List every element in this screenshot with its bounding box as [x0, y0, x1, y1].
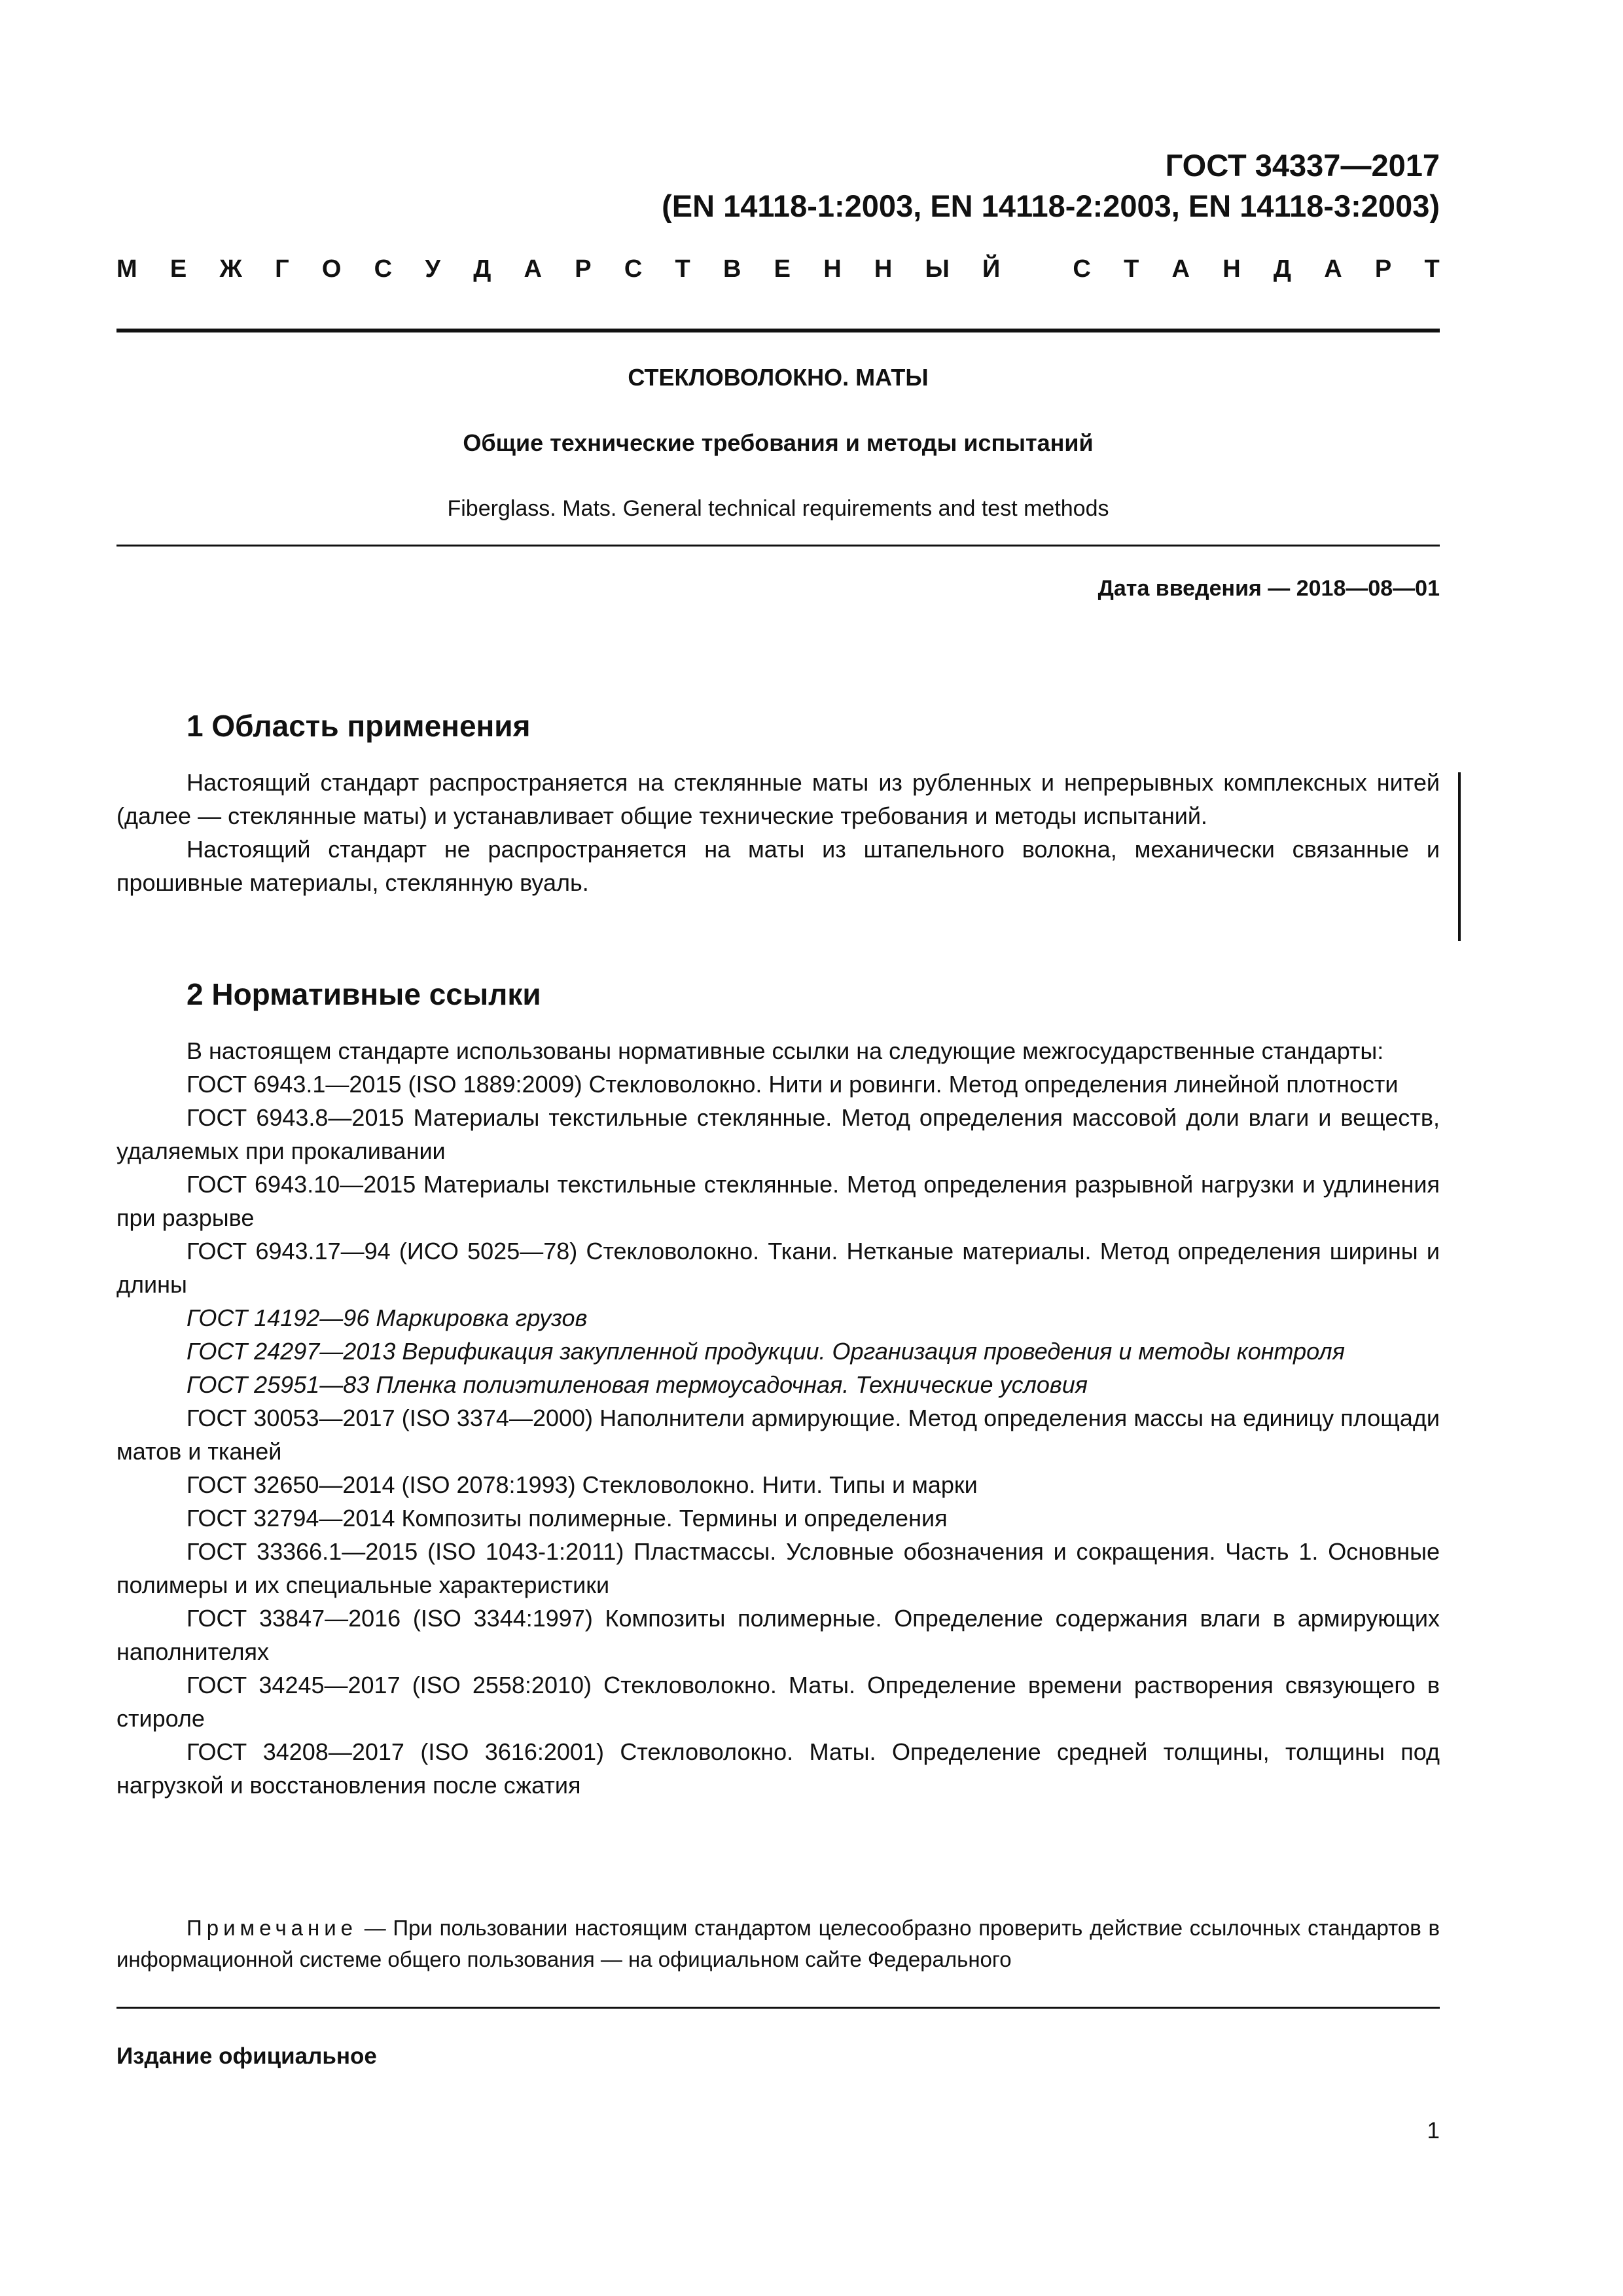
standard-kind-letter: Е [774, 255, 791, 283]
doc-reference: (EN 14118-1:2003, EN 14118-2:2003, EN 14118-3:2003) [662, 188, 1440, 223]
reference-item: ГОСТ 6943.17—94 (ИСО 5025—78) Стекловолокно. Ткани. Нетканые материалы. Метод определения ширины и длины [116, 1238, 1440, 1298]
reference-item: ГОСТ 32650—2014 (ISO 2078:1993) Стекловолокно. Нити. Типы и марки [187, 1471, 978, 1498]
title-rule [116, 545, 1440, 547]
standard-kind-letter: Р [1374, 255, 1392, 283]
document-id [662, 145, 1440, 226]
standard-kind-letter: О [321, 255, 342, 283]
standard-kind-letter: М [116, 255, 137, 283]
standard-kind-letter: Т [675, 255, 690, 283]
doc-number: ГОСТ 34337—2017 [1165, 148, 1440, 183]
document-subtitle: Общие технические требования и методы испытаний [463, 429, 1094, 456]
standard-kind-letter: С [374, 255, 393, 283]
reference-item: ГОСТ 6943.1—2015 (ISO 1889:2009) Стекловолокно. Нити и ровинги. Метод определения линейной плотности [187, 1071, 1399, 1098]
standard-kind-letter: Т [1424, 255, 1440, 283]
section-2-heading: 2 Нормативные ссылки [187, 977, 541, 1011]
standard-kind-letter: Ж [219, 255, 242, 283]
section-2-body [116, 1034, 1440, 1802]
note-label: Примечание [187, 1916, 358, 1940]
standard-kind-letter: Н [874, 255, 893, 283]
standard-kind-letter: У [425, 255, 440, 283]
standard-kind-letter [1033, 255, 1041, 283]
document-title: СТЕКЛОВОЛОКНО. МАТЫ [628, 364, 929, 391]
section-1-body [116, 766, 1440, 899]
page-number: 1 [1427, 2118, 1440, 2144]
standard-kind-letter: Г [275, 255, 289, 283]
reference-item: ГОСТ 33847—2016 (ISO 3344:1997) Композиты полимерные. Определение содержания влаги в армирующих наполнителях [116, 1605, 1440, 1665]
note [116, 1912, 1440, 1975]
standard-kind-letter: Е [169, 255, 187, 283]
standard-kind-letter: А [1324, 255, 1342, 283]
reference-item: ГОСТ 25951—83 Пленка полиэтиленовая термоусадочная. Технические условия [187, 1371, 1088, 1398]
note-text: — При пользовании настоящим стандартом целесообразно проверить действие ссылочных стандартов в информационной системе общего пользования — на официальном сайте Федерального [116, 1916, 1440, 1971]
reference-item: ГОСТ 34208—2017 (ISO 3616:2001) Стекловолокно. Маты. Определение средней толщины, толщины под нагрузкой и восстановления после сжатия [116, 1738, 1440, 1799]
standard-kind-letter: А [1171, 255, 1190, 283]
edition-label: Издание официальное [116, 2043, 377, 2069]
reference-item: ГОСТ 14192—96 Маркировка грузов [187, 1304, 588, 1331]
english-title: Fiberglass. Mats. General technical requirements and test methods [447, 496, 1109, 521]
paragraph: Настоящий стандарт не распространяется на маты из штапельного волокна, механически связанные и прошивные материалы, стеклянную вуаль. [116, 836, 1440, 896]
standard-kind-letter: Н [1222, 255, 1241, 283]
standard-kind-letter: С [624, 255, 643, 283]
footer-rule [116, 2007, 1440, 2009]
reference-item: ГОСТ 33366.1—2015 (ISO 1043-1:2011) Пластмассы. Условные обозначения и сокращения. Часть 1. Основные полимеры и их специальные характеристики [116, 1538, 1440, 1598]
section-1-heading: 1 Область применения [187, 709, 531, 743]
reference-item: ГОСТ 32794—2014 Композиты полимерные. Термины и определения [187, 1505, 948, 1532]
paragraph: Настоящий стандарт распространяется на стеклянные маты из рубленных и непрерывных комплексных нитей (далее — стеклянные маты) и устанавливает общие технические требования и методы испытаний. [116, 769, 1440, 829]
standard-kind-letter: Д [473, 255, 491, 283]
reference-item: ГОСТ 6943.8—2015 Материалы текстильные стеклянные. Метод определения массовой доли влаги и веществ, удаляемых при прокаливании [116, 1104, 1440, 1164]
reference-item: ГОСТ 6943.10—2015 Материалы текстильные стеклянные. Метод определения разрывной нагрузки и удлинения при разрыве [116, 1171, 1440, 1231]
standard-kind-letter: Ы [925, 255, 950, 283]
standard-kind [116, 255, 1440, 283]
paragraph: В настоящем стандарте использованы нормативные ссылки на следующие межгосударственные стандарты: [187, 1037, 1384, 1064]
reference-item: ГОСТ 34245—2017 (ISO 2558:2010) Стекловолокно. Маты. Определение времени растворения связующего в стироле [116, 1672, 1440, 1732]
standard-kind-letter: Й [982, 255, 1001, 283]
standard-kind-letter: А [524, 255, 542, 283]
header-rule [116, 329, 1440, 332]
standard-kind-letter: Р [575, 255, 592, 283]
introduction-date: Дата введения — 2018—08—01 [1097, 576, 1440, 601]
reference-item: ГОСТ 24297—2013 Верификация закупленной продукции. Организация проведения и методы контроля [187, 1338, 1345, 1365]
change-marker [1458, 772, 1461, 941]
reference-item: ГОСТ 30053—2017 (ISO 3374—2000) Наполнители армирующие. Метод определения массы на единицу площади матов и тканей [116, 1405, 1440, 1465]
standard-kind-letter: Т [1124, 255, 1139, 283]
standard-kind-letter: С [1073, 255, 1091, 283]
standard-kind-letter: В [722, 255, 741, 283]
standard-kind-letter: Н [823, 255, 842, 283]
standard-kind-letter: Д [1273, 255, 1291, 283]
